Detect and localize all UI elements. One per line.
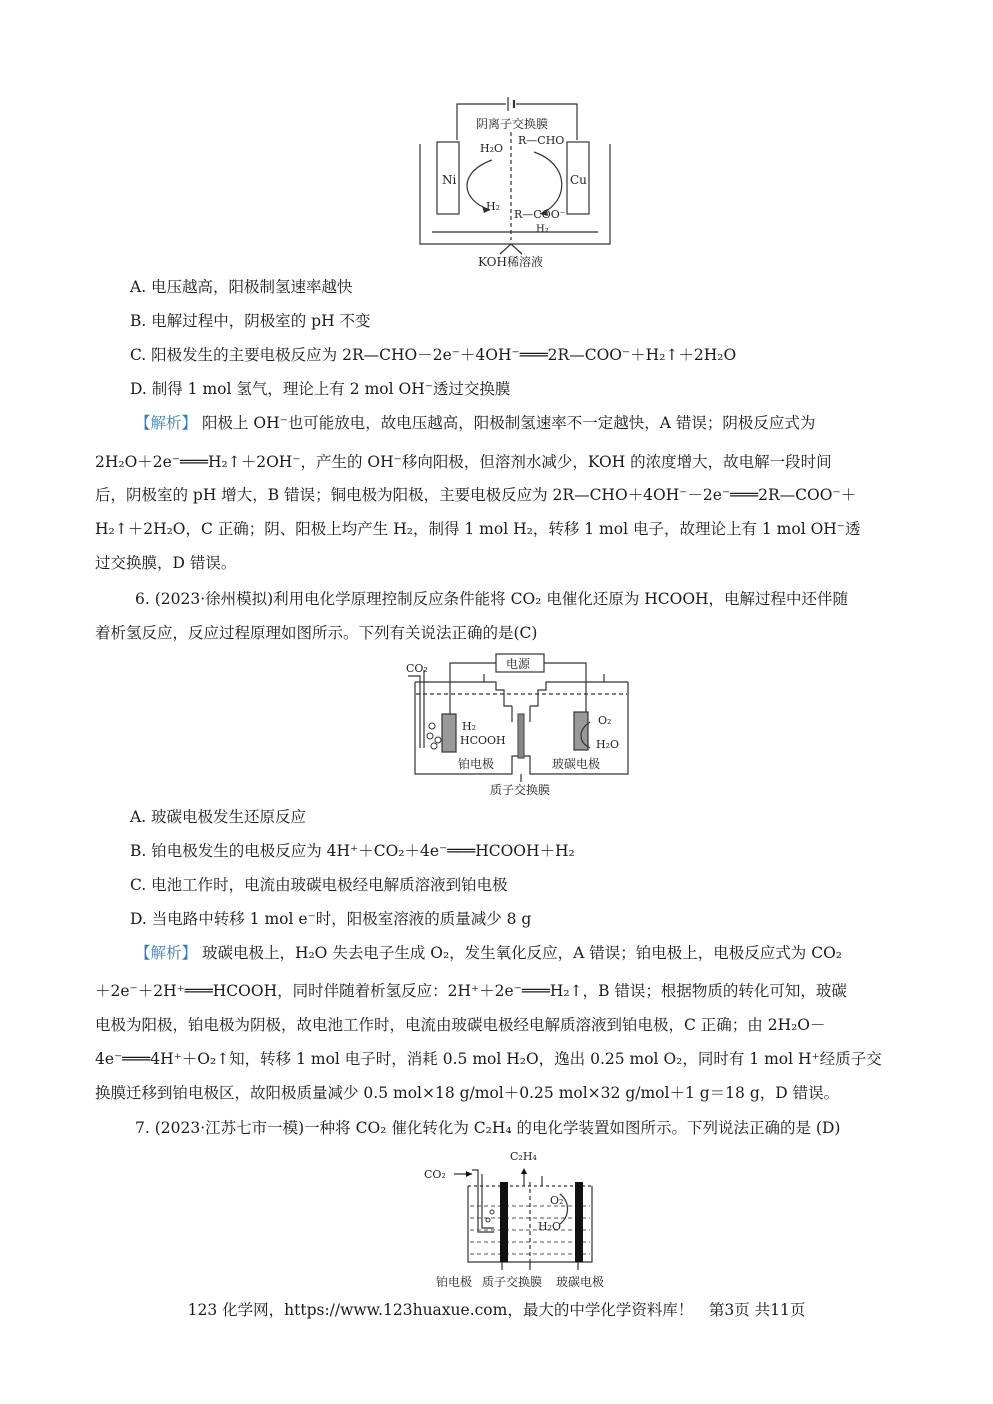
q5-option-b: B. 电解过程中，阴极室的 pH 不变: [130, 312, 371, 330]
o2-label: O₂: [550, 1194, 564, 1207]
figure-co2-c2h4-cell: [420, 1146, 610, 1296]
h2o-label: H₂O: [480, 142, 504, 155]
q6-option-d: D. 当电路中转移 1 mol e⁻时，阳极室溶液的质量减少 8 g: [130, 910, 532, 928]
q6-stem-line-1: 6. (2023·徐州模拟)利用电化学原理控制反应条件能将 CO₂ 电催化还原为 HCOOH，电解过程中还伴随: [135, 590, 849, 608]
q5-option-c: C. 阳极发生的主要电极反应为 2R—CHO－2e⁻＋4OH⁻═══2R—COO⁻＋H₂↑＋2H₂O: [130, 346, 737, 364]
h2o-label: H₂O: [538, 1220, 562, 1233]
co2-label: CO₂: [406, 662, 428, 675]
q6-option-a: A. 玻碳电极发生还原反应: [130, 808, 307, 826]
o2-label: O₂: [598, 714, 612, 727]
pt-electrode-label: 铂电极: [436, 1275, 473, 1289]
power-label: 电源: [506, 657, 531, 671]
h2-right-label: H₂: [536, 224, 549, 235]
q5-analysis-line-1: [135, 412, 815, 434]
q5-analysis-line-2: 2H₂O＋2e⁻═══H₂↑＋2OH⁻，产生的 OH⁻移向阳极，但溶剂水减少，KOH 的浓度增大，故电解一段时间: [95, 453, 832, 471]
cu-label: Cu: [570, 173, 587, 187]
r-cho-label: R—CHO: [518, 134, 565, 147]
q5-option-a: A. 电压越高，阳极制氢速率越快: [130, 278, 353, 296]
q5-analysis-text-1: 阳极上 OH⁻也可能放电，故电压越高，阳极制氢速率不一定越快，A 错误；阴极反应式为: [201, 414, 816, 432]
q5-analysis-line-5: 过交换膜，D 错误。: [95, 554, 237, 572]
ni-label: Ni: [442, 173, 457, 187]
c2h4-label: C₂H₄: [510, 1150, 537, 1163]
q6-analysis-line-5: 换膜迁移到铂电极区，故阳极质量减少 0.5 mol×18 g/mol＋0.25 mol×32 g/mol＋1 g＝18 g，D 错误。: [95, 1084, 840, 1102]
h2-label: H₂: [462, 720, 477, 733]
q6-analysis-text-1: 玻碳电极上，H₂O 失去电子生成 O₂，发生氧化反应，A 错误；铂电极上，电极反应式为 CO₂: [201, 944, 842, 962]
q6-analysis-line-4: 4e⁻═══4H⁺＋O₂↑知，转移 1 mol 电子时，消耗 0.5 mol H₂O，逸出 0.25 mol O₂，同时有 1 mol H⁺经质子交: [95, 1050, 882, 1068]
q6-option-c: C. 电池工作时，电流由玻碳电极经电解质溶液到铂电极: [130, 876, 508, 894]
q6-analysis-line-1: [135, 942, 842, 964]
h2-left-label: H₂: [486, 200, 501, 213]
membrane-label: 阴离子交换膜: [476, 117, 549, 131]
pt-electrode-label: 铂电极: [458, 757, 495, 771]
page-footer: 123 化学网，https://www.123huaxue.com，最大的中学化学资料库！ 第3页 共11页: [187, 1301, 806, 1319]
q5-analysis-line-4: H₂↑＋2H₂O，C 正确；阴、阳极上均产生 H₂，制得 1 mol H₂，转移 1 mol 电子，故理论上有 1 mol OH⁻透: [95, 520, 861, 538]
membrane-label: 质子交换膜: [482, 1275, 543, 1289]
q5-option-d: D. 制得 1 mol 氢气，理论上有 2 mol OH⁻透过交换膜: [130, 380, 511, 398]
q6-analysis-line-3: 电极为阳极，铂电极为阴极，故电池工作时，电流由玻碳电极经电解质溶液到铂电极，C 正确；由 2H₂O－: [95, 1016, 826, 1034]
koh-label: KOH稀溶液: [478, 255, 543, 269]
membrane-label: 质子交换膜: [490, 783, 551, 797]
q6-analysis-tag: 【解析】: [135, 944, 198, 962]
q6-option-b: B. 铂电极发生的电极反应为 4H⁺＋CO₂＋4e⁻═══HCOOH＋H₂: [130, 842, 575, 860]
q7-stem: 7. (2023·江苏七市一模)一种将 CO₂ 催化转化为 C₂H₄ 的电化学装置如图所示。下列说法正确的是 (D): [135, 1119, 841, 1137]
q6-stem-line-2: 着析氢反应，反应过程原理如图所示。下列有关说法正确的是(C): [95, 624, 538, 642]
gc-electrode-label: 玻碳电极: [556, 1275, 605, 1289]
figure-co2-hcooh-cell: [400, 652, 650, 802]
hcooh-label: HCOOH: [460, 734, 506, 747]
figure-ni-cu-cell: [410, 92, 620, 272]
co2-label: CO₂: [424, 1168, 446, 1181]
q5-analysis-tag: 【解析】: [135, 414, 198, 432]
r-coo-label: R—COO⁻: [514, 208, 566, 221]
q6-analysis-line-2: ＋2e⁻＋2H⁺═══HCOOH，同时伴随着析氢反应：2H⁺＋2e⁻═══H₂↑，B 错误；根据物质的转化可知，玻碳: [95, 982, 847, 1000]
gc-electrode-label: 玻碳电极: [552, 757, 601, 771]
h2o-label: H₂O: [596, 738, 620, 751]
q5-analysis-line-3: 后，阴极室的 pH 增大，B 错误；铜电极为阳极，主要电极反应为 2R—CHO＋4OH⁻－2e⁻═══2R—COO⁻＋: [95, 486, 857, 504]
